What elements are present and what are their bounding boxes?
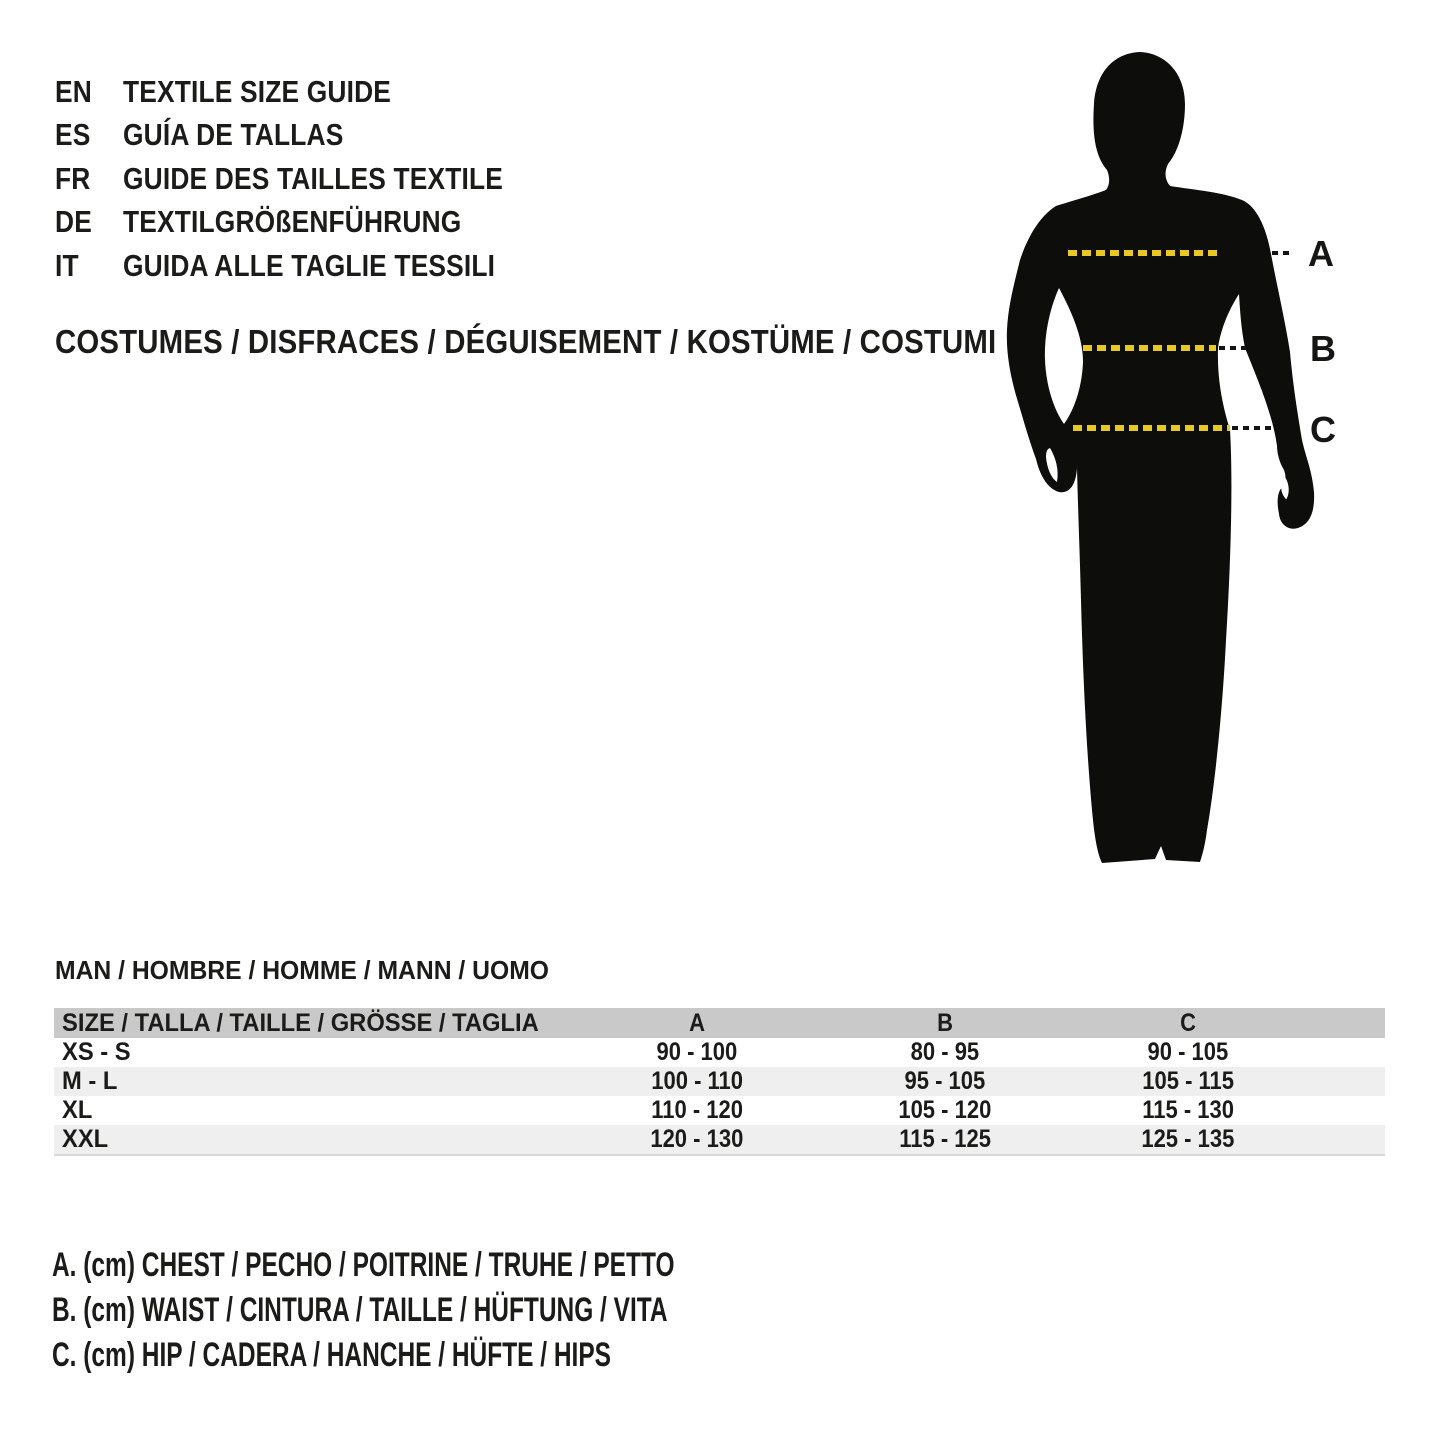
size-cell: M - L <box>62 1067 118 1095</box>
size-cell: XL <box>62 1096 93 1124</box>
value-cell-a: 120 - 130 <box>650 1125 744 1153</box>
language-row <box>55 70 570 114</box>
language-title: GUIDA ALLE TAGLIE TESSILI <box>123 247 496 283</box>
language-row <box>55 157 570 201</box>
value-cell-b: 80 - 95 <box>910 1038 980 1066</box>
table-header-c: C <box>1180 1008 1196 1037</box>
table-row <box>54 1038 1385 1067</box>
value-cell-b: 105 - 120 <box>898 1096 992 1124</box>
measure-label-c: C <box>1310 409 1336 450</box>
language-title: GUÍA DE TALLAS <box>123 117 344 153</box>
language-code: IT <box>55 247 79 283</box>
table-row <box>54 1067 1385 1096</box>
table-header-size: SIZE / TALLA / TAILLE / GRÖSSE / TAGLIA <box>62 1008 539 1037</box>
language-code: DE <box>55 204 92 240</box>
language-code: EN <box>55 73 92 109</box>
value-cell-c: 125 - 135 <box>1141 1125 1235 1153</box>
table-header-b: B <box>937 1008 953 1037</box>
language-code: FR <box>55 160 91 196</box>
measure-label-a: A <box>1308 233 1334 274</box>
legend-line-hip: C. (cm) HIP / CADERA / HANCHE / HÜFTE / HIPS <box>52 1336 612 1374</box>
value-cell-b: 115 - 125 <box>899 1125 991 1153</box>
value-cell-c: 105 - 115 <box>1142 1067 1234 1095</box>
measurement-legend <box>52 1243 917 1378</box>
value-cell-c: 90 - 105 <box>1147 1038 1229 1066</box>
table-header-row <box>54 1008 1385 1038</box>
category-title: COSTUMES / DISFRACES / DÉGUISEMENT / KOSTÜME / COSTUMI <box>55 323 997 360</box>
value-cell-a: 90 - 100 <box>656 1038 738 1066</box>
size-table <box>54 1008 1385 1156</box>
language-title: TEXTILE SIZE GUIDE <box>123 73 392 109</box>
language-row <box>55 114 570 158</box>
language-title-block <box>55 70 570 288</box>
language-row <box>55 244 570 288</box>
language-title: TEXTILGRÖßENFÜHRUNG <box>123 204 462 240</box>
value-cell-a: 110 - 120 <box>651 1096 743 1124</box>
table-header-a: A <box>689 1008 705 1037</box>
language-row <box>55 201 570 245</box>
table-row <box>54 1096 1385 1125</box>
measure-label-b: B <box>1310 328 1336 369</box>
value-cell-b: 95 - 105 <box>904 1067 986 1095</box>
table-row <box>54 1125 1385 1154</box>
language-title: GUIDE DES TAILLES TEXTILE <box>123 160 504 196</box>
language-code: ES <box>55 117 91 153</box>
size-cell: XS - S <box>62 1038 131 1066</box>
value-cell-a: 100 - 110 <box>651 1067 743 1095</box>
section-heading: MAN / HOMBRE / HOMME / MANN / UOMO <box>55 955 549 985</box>
size-figure <box>980 40 1340 870</box>
size-cell: XXL <box>62 1125 109 1153</box>
legend-line-chest: A. (cm) CHEST / PECHO / POITRINE / TRUHE / PETTO <box>52 1246 675 1284</box>
value-cell-c: 115 - 130 <box>1142 1096 1234 1124</box>
legend-line-waist: B. (cm) WAIST / CINTURA / TAILLE / HÜFTUNG / VITA <box>52 1291 668 1329</box>
